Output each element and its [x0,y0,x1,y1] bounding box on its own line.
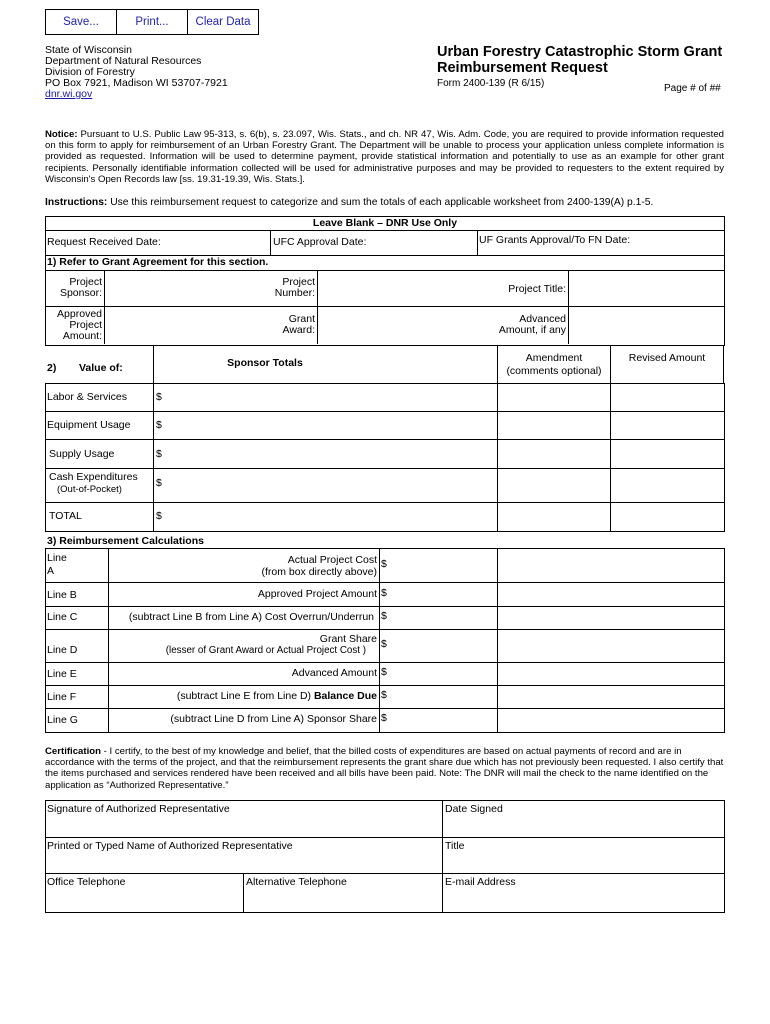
approved-amount-label-line: Project [69,319,102,331]
uf-grants-label: UF Grants Approval/To FN Date: [479,234,631,246]
form-title-line1: Urban Forestry Catastrophic Storm Grant [437,44,723,60]
currency-sign: $ [156,477,162,489]
currency-sign: $ [156,510,162,522]
project-sponsor-label-line: Project [69,276,102,288]
advanced-amount-label-line: Advanced [519,313,566,325]
total-field[interactable] [166,505,496,529]
balance-due-label: Balance Due [313,690,377,702]
instructions-paragraph [45,197,725,208]
project-sponsor-label [46,277,102,299]
signature-label: Signature of Authorized Representative [47,803,230,815]
amendment-header-line: Amendment [525,352,583,364]
project-title-label: Project Title: [508,283,566,295]
row-label-cash: Cash Expenditures [49,471,138,483]
agency-line: Department of Natural Resources [45,55,202,67]
line-d-label: Line D [47,644,78,656]
notice-label: Notice: [45,129,78,140]
project-number-field[interactable] [319,272,489,305]
currency-sign: $ [381,638,387,650]
line-c-field[interactable] [392,608,496,628]
line-a-description-line: Actual Project Cost [287,554,377,566]
project-number-label-line: Number: [274,287,315,299]
date-signed-label: Date Signed [445,803,503,815]
currency-sign: $ [381,610,387,622]
title-field[interactable] [445,854,721,872]
approved-amount-label-line: Amount: [62,330,102,342]
line-f-description-text: (subtract Line E from Line D) [176,690,314,702]
title-label: Title [445,840,465,852]
row-label-labor: Labor & Services [47,391,127,403]
alternative-telephone-field[interactable] [246,890,440,910]
form-title-line2: Reimbursement Request [437,60,608,76]
line-d-description: Grant Share [319,633,377,645]
grant-award-field[interactable] [319,308,489,343]
save-button[interactable]: Save... [46,10,117,34]
line-a-description [110,554,377,578]
agency-website-link[interactable]: dnr.wi.gov [45,88,93,100]
line-c-description: (subtract Line B from Line A) Cost Overrun/Underrun [128,611,374,623]
certification-label: Certification [45,746,101,757]
project-number-label-line: Project [282,276,315,288]
signature-field[interactable] [47,817,440,836]
toolbar [45,9,259,35]
office-telephone-field[interactable] [47,890,241,910]
currency-sign: $ [381,558,387,570]
alternative-telephone-label: Alternative Telephone [246,876,347,888]
labor-services-field[interactable] [166,386,496,410]
line-a-label [47,552,67,578]
section2-number: 2) [47,362,57,374]
line-b-description: Approved Project Amount [257,588,377,600]
line-g-sponsor-share-field[interactable] [392,710,496,730]
row-sublabel-cash: (Out-of-Pocket) [57,484,122,495]
row-label-equipment: Equipment Usage [47,419,131,431]
printed-name-field[interactable] [47,854,440,872]
line-a-description-line: (from box directly above) [261,566,377,578]
approved-project-amount-label [46,309,102,342]
line-f-balance-due-field[interactable] [392,687,496,707]
agency-line: State of Wisconsin [45,44,132,56]
amendment-header [498,352,610,378]
email-field[interactable] [445,890,721,910]
currency-sign: $ [156,419,162,431]
line-g-label: Line G [47,714,78,726]
form-number: Form 2400-139 (R 6/15) [437,78,545,89]
line-e-description: Advanced Amount [291,667,377,679]
amendment-header-line: (comments optional) [506,365,602,377]
line-b-field[interactable] [392,585,496,605]
line-d-field[interactable] [392,632,496,661]
line-e-field[interactable] [392,664,496,684]
agency-line: Division of Forestry [45,66,135,78]
grant-award-label [258,314,315,336]
clear-data-button[interactable]: Clear Data [188,10,258,34]
currency-sign: $ [156,448,162,460]
line-a-label-line: Line [47,552,67,564]
cash-expenditures-field[interactable] [166,471,496,501]
certification-text: - I certify, to the best of my knowledge and belief, that the billed costs of expenditures are based on actual payments of record and are in accordance with the terms of the project, and that the reimbursement represents the grant share due which has not previously been requested. I also certify that the items purchased and services rendered have been received and all bills have been paid. Note: The DNR will mail the check to the name identified on the application as “Authorized Representative.” [45,746,724,791]
sponsor-totals-header: Sponsor Totals [227,357,303,369]
project-sponsor-label-line: Sponsor: [59,287,102,299]
line-d-subdescription: (lesser of Grant Award or Actual Project Cost ) [165,645,366,656]
currency-sign: $ [156,391,162,403]
line-b-label: Line B [47,589,77,601]
section1-heading: 1) Refer to Grant Agreement for this section. [47,256,269,268]
notice-text: Pursuant to U.S. Public Law 95-313, s. 6(b), s. 23.097, Wis. Stats., and ch. NR 47, Wis. Adm. Code, you are required to provide information requested on this form to apply for reimbursement of an Urban Forestry Grant. The Department will be unable to process your application unless complete information is provided as requested. Information will be used to determine payment, provide statistical information and potentially to use as an example for other grant recipients. Personally identifiable information collected will be used for administrative purposes and may be provided to requesters to the extent required by Wisconsin's Open Records law [ss. 19.31-19.39, Wis. Stats.]. [45,129,724,185]
currency-sign: $ [381,712,387,724]
page-number: Page # of ## [664,83,721,94]
row-label-supply: Supply Usage [49,448,115,460]
line-a-label-line: A [47,565,55,577]
instructions-label: Instructions: [45,197,108,208]
revised-amount-header: Revised Amount [628,352,706,364]
project-number-label [258,277,315,299]
certification-paragraph [45,746,725,791]
agency-address [45,45,228,100]
advanced-amount-field[interactable] [570,308,722,343]
supply-usage-field[interactable] [166,442,496,467]
line-e-label: Line E [47,668,77,680]
email-label: E-mail Address [445,876,516,888]
printed-name-label: Printed or Typed Name of Authorized Representative [47,840,293,852]
line-f-description [110,690,377,702]
notice-paragraph [45,129,724,185]
dnr-use-header: Leave Blank – DNR Use Only [312,217,458,229]
grant-award-label-line: Grant [288,313,315,325]
date-signed-field[interactable] [445,817,721,836]
print-button[interactable]: Print... [117,10,188,34]
currency-sign: $ [381,689,387,701]
equipment-usage-field[interactable] [166,414,496,438]
form-title [437,44,722,76]
advanced-amount-label-line: Amount, if any [498,324,566,336]
line-f-label: Line F [47,691,77,703]
line-a-field[interactable] [392,551,496,581]
currency-sign: $ [381,666,387,678]
value-of-label: Value of: [79,362,123,374]
line-c-label: Line C [47,611,78,623]
instructions-text: Use this reimbursement request to categorize and sum the totals of each applicable worksheet from 2400-139(A) p.1-5. [107,197,654,208]
office-telephone-label: Office Telephone [47,876,126,888]
section3-heading: 3) Reimbursement Calculations [47,535,204,547]
request-received-label: Request Received Date: [47,236,161,248]
advanced-amount-label [492,314,566,336]
grant-award-label-line: Award: [282,324,315,336]
row-label-total: TOTAL [49,510,82,522]
approved-amount-label-line: Approved [57,308,102,320]
ufc-approval-label: UFC Approval Date: [273,236,367,248]
currency-sign: $ [381,587,387,599]
line-g-description: (subtract Line D from Line A) Sponsor Share [170,713,377,725]
project-title-field[interactable] [570,272,722,305]
agency-line: PO Box 7921, Madison WI 53707-7921 [45,77,228,89]
